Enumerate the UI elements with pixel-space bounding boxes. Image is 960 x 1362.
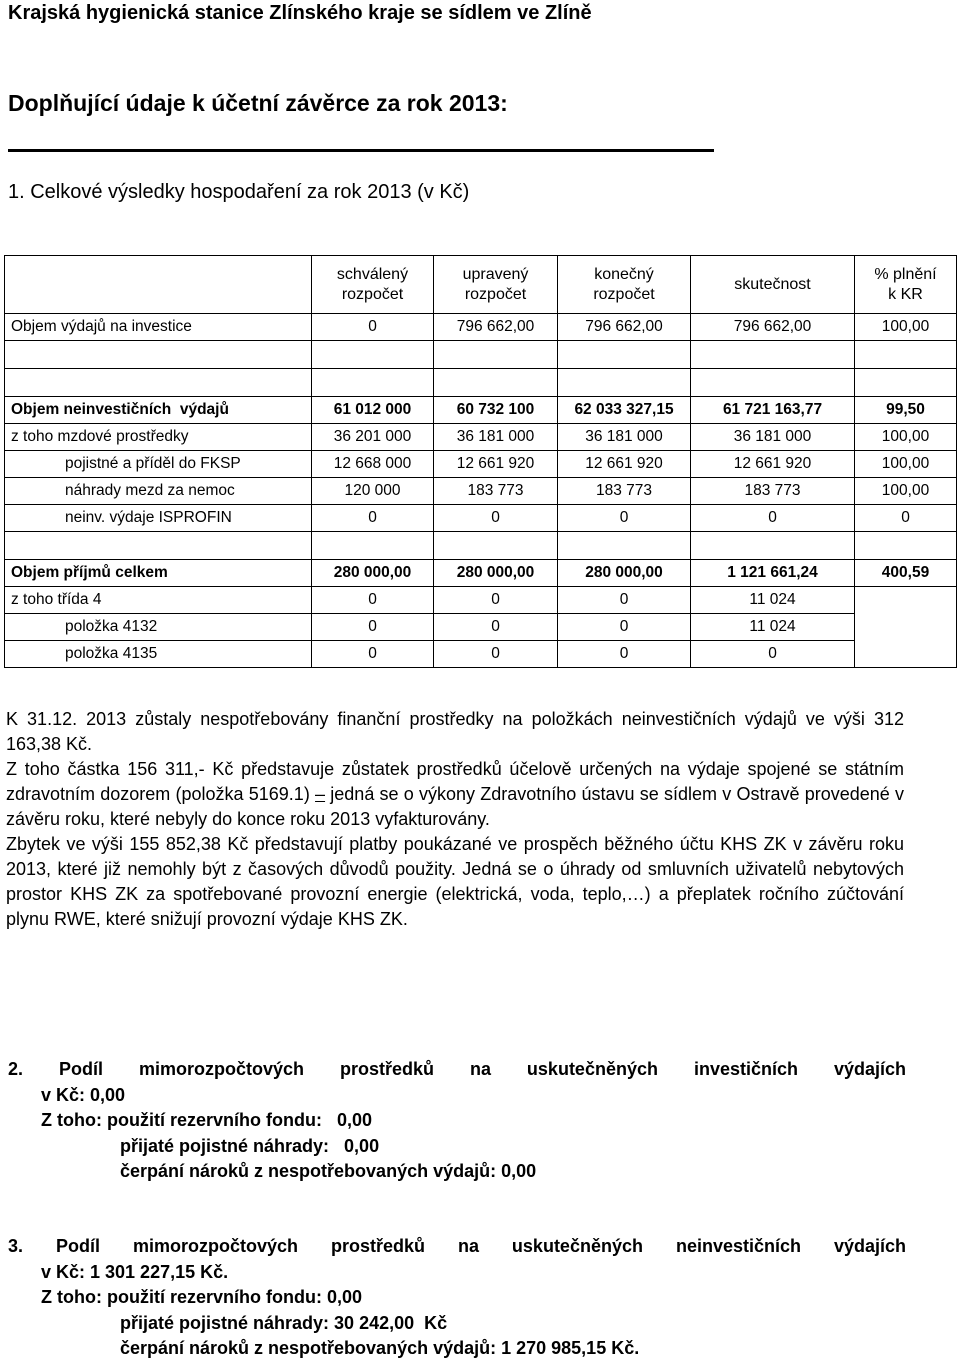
cell-empty (855, 614, 957, 641)
header-final-budget: konečný rozpočet (558, 256, 691, 314)
section-3-amount: v Kč: 1 301 227,15 Kč. (41, 1261, 229, 1282)
empty-row (5, 341, 957, 369)
cell: 0 (434, 505, 558, 532)
section-3 (8, 1234, 906, 1362)
header-empty (5, 256, 312, 314)
budget-table (4, 255, 957, 668)
cell: 36 181 000 (558, 424, 691, 451)
cell: 183 773 (691, 478, 855, 505)
note-paragraph-2-start: Z toho částka 156 311,- Kč představuje zůstatek prostředků účelově určených na výdaje spojené se státním zdravotním dozorem (položka 5169.1) (6, 759, 904, 804)
cell: 796 662,00 (558, 314, 691, 341)
section-3-insurance: přijaté pojistné náhrady: 30 242,00 Kč (120, 1312, 448, 1333)
table-row (5, 505, 957, 532)
cell: 12 668 000 (312, 451, 434, 478)
header-adjusted-budget: upravený rozpočet (434, 256, 558, 314)
empty-row (5, 369, 957, 397)
cell: 0 (558, 587, 691, 614)
row-label: Objem výdajů na investice (5, 314, 312, 341)
cell-empty (855, 587, 957, 614)
row-label: pojistné a příděl do FKSP (5, 451, 312, 478)
cell: 1 121 661,24 (691, 560, 855, 587)
cell: 100,00 (855, 451, 957, 478)
section-2-unspent: čerpání nároků z nespotřebovaných výdajů: 0,00 (120, 1161, 537, 1181)
cell-empty (855, 641, 957, 668)
cell: 100,00 (855, 314, 957, 341)
section-1-heading: 1. Celkové výsledky hospodaření za rok 2013 (v Kč) (8, 181, 470, 203)
note-paragraph-2-end: jedná se o výkony Zdravotního ústavu se sídlem v Ostravě provedené v závěru roku, které nebyly do konce roku 2013 vyfakturovány. (6, 784, 904, 829)
cell: 0 (434, 614, 558, 641)
header-actual: skutečnost (691, 256, 855, 314)
row-label: položka 4135 (5, 641, 312, 668)
cell: 0 (558, 614, 691, 641)
table-row (5, 451, 957, 478)
cell: 400,59 (855, 560, 957, 587)
cell: 0 (434, 641, 558, 668)
notes-text (6, 707, 904, 932)
section-2-reserve-fund: Z toho: použití rezervního fondu: 0,00 (41, 1110, 372, 1130)
cell: 12 661 920 (434, 451, 558, 478)
note-paragraph-2 (6, 757, 904, 832)
cell: 183 773 (434, 478, 558, 505)
row-label: náhrady mezd za nemoc (5, 478, 312, 505)
cell: 0 (691, 505, 855, 532)
section-2-amount: v Kč: 0,00 (41, 1084, 126, 1105)
table-row (5, 478, 957, 505)
cell: 0 (312, 641, 434, 668)
cell: 36 201 000 (312, 424, 434, 451)
table-row (5, 314, 957, 341)
cell: 0 (312, 314, 434, 341)
row-label: Objem neinvestičních výdajů (5, 397, 312, 424)
cell: 0 (855, 505, 957, 532)
cell: 100,00 (855, 424, 957, 451)
table-row (5, 397, 957, 424)
cell: 120 000 (312, 478, 434, 505)
cell: 280 000,00 (558, 560, 691, 587)
header-approved-budget: schválený rozpočet (312, 256, 434, 314)
cell: 796 662,00 (434, 314, 558, 341)
empty-row (5, 532, 957, 560)
table-row (5, 641, 957, 668)
cell: 0 (434, 587, 558, 614)
cell: 280 000,00 (434, 560, 558, 587)
cell: 99,50 (855, 397, 957, 424)
section-3-reserve-fund: Z toho: použití rezervního fondu: 0,00 (41, 1287, 362, 1307)
cell: 60 732 100 (434, 397, 558, 424)
table-header-row (5, 256, 957, 314)
row-label: neinv. výdaje ISPROFIN (5, 505, 312, 532)
cell: 0 (558, 641, 691, 668)
row-label: položka 4132 (5, 614, 312, 641)
section-2-heading: 2. Podíl mimorozpočtových prostředků na uskutečněných investičních výdajích (8, 1059, 906, 1079)
cell: 796 662,00 (691, 314, 855, 341)
title-rule (8, 149, 714, 152)
row-label: z toho mzdové prostředky (5, 424, 312, 451)
section-2-insurance: přijaté pojistné náhrady: 0,00 (120, 1135, 380, 1156)
note-dash: – (315, 784, 326, 804)
cell: 0 (312, 505, 434, 532)
cell: 280 000,00 (312, 560, 434, 587)
cell: 36 181 000 (434, 424, 558, 451)
note-paragraph-1: K 31.12. 2013 zůstaly nespotřebovány finanční prostředky na položkách neinvestičních výdajů ve výši 312 163,38 Kč. (6, 709, 904, 754)
table-row (5, 587, 957, 614)
cell: 100,00 (855, 478, 957, 505)
note-paragraph-3: Zbytek ve výši 155 852,38 Kč představují platby poukázané ve prospěch běžného účtu KHS ZK v závěru roku 2013, které již nemohly být z časových důvodů použity. Jedná se o úhrady od smluvních uživatelů nebytových prostor KHS ZK za spotřebované provozní energie (elektrická, voda, teplo,…) a přeplatek ročního zúčtování plynu RWE, které snižují provozní výdaje KHS ZK. (6, 834, 904, 929)
table-row (5, 560, 957, 587)
header-percent: % plnění k KR (855, 256, 957, 314)
table-row (5, 614, 957, 641)
section-3-unspent: čerpání nároků z nespotřebovaných výdajů: 1 270 985,15 Kč. (120, 1338, 640, 1358)
organization-name: Krajská hygienická stanice Zlínského kraje se sídlem ve Zlíně (8, 2, 592, 24)
section-2 (8, 1057, 906, 1185)
cell: 11 024 (691, 587, 855, 614)
cell: 61 012 000 (312, 397, 434, 424)
row-label: z toho třída 4 (5, 587, 312, 614)
page-title: Doplňující údaje k účetní závěrce za rok 2013: (8, 90, 508, 116)
cell: 36 181 000 (691, 424, 855, 451)
cell: 12 661 920 (691, 451, 855, 478)
cell: 11 024 (691, 614, 855, 641)
cell: 0 (312, 587, 434, 614)
cell: 61 721 163,77 (691, 397, 855, 424)
cell: 12 661 920 (558, 451, 691, 478)
section-3-heading: 3. Podíl mimorozpočtových prostředků na uskutečněných neinvestičních výdajích (8, 1236, 906, 1256)
cell: 62 033 327,15 (558, 397, 691, 424)
cell: 183 773 (558, 478, 691, 505)
row-label: Objem příjmů celkem (5, 560, 312, 587)
cell: 0 (691, 641, 855, 668)
table-row (5, 424, 957, 451)
cell: 0 (312, 614, 434, 641)
cell: 0 (558, 505, 691, 532)
